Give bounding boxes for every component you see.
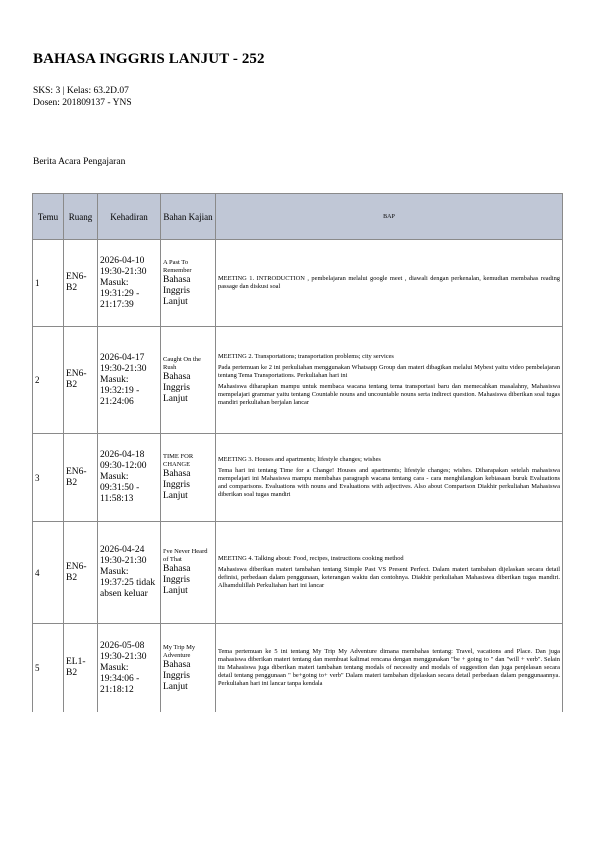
cell-bahan-kajian: [161, 240, 216, 327]
cell-bap: [216, 434, 563, 522]
cell-bahan-kajian: [161, 522, 216, 624]
session-time: 19:30-21:30: [100, 556, 147, 566]
cell-kehadiran: [98, 522, 161, 624]
bap-paragraph: MEETING 2. Transportations; transportation problems; city services: [218, 352, 394, 360]
session-time: 19:30-21:30: [100, 363, 147, 374]
attendance-record: Masuk: 19:31:29 - 21:17:39: [100, 277, 140, 310]
session-time: 19:30-21:30: [100, 266, 147, 277]
cell-ruang: EN6-B2: [64, 522, 98, 624]
cell-ruang: EL1-B2: [64, 624, 98, 713]
table-header-row: [33, 194, 563, 240]
attendance-record: Masuk: 19:34:06 - 21:18:12: [100, 662, 140, 695]
cell-kehadiran: [98, 624, 161, 713]
bap-paragraph: Tema pertemuan ke 5 ini tentang My Trip My Adventure dimana membahas tentang: Travel, vacations and Place. Dan juga mahasiswa diberikan materi tentang dan membuat kalimat rencana dengan menggunakan "be + going to " dan "will + verb". Selain itu Mahasiswa juga diberikan materi tambahan tentang modals of necessity and modals of suggestion dan juga penjelasan secara detail tentang penggunaan " be+going to+ verb" Dalam materi tambahan dijelaskan secara detail perbedaan dalam penggunaannya. Perkuliahan hari ini lancar tanpa kendala: [218, 647, 560, 688]
session-date: 2026-04-24: [100, 545, 145, 555]
topic-course: Bahasa Inggris Lanjut: [163, 274, 191, 307]
bap-paragraph: Mahasiswa diberikan materi tambahan tentang Simple Past VS Present Perfect. Dalam materi tambahan dijelaskan secara detail definisi, perbedaan dalam penggunaan, keterangan waktu dan contohnya. Diakhir perkuliahan Mahasiswa diberikan tugas mandiri. Alhamdulillah Perkuliahan hari ini lancar: [218, 565, 560, 590]
cell-temu: 3: [33, 434, 64, 522]
header-bahan-kajian: Bahan Kajian: [161, 194, 216, 240]
session-date: 2026-04-10: [100, 255, 145, 266]
table-row: [33, 522, 563, 624]
topic-title: My Trip My Adventure: [163, 643, 196, 659]
cell-temu: 1: [33, 240, 64, 327]
cell-kehadiran: [98, 240, 161, 327]
bap-paragraph: Tema hari ini tentang Time for a Change! Houses and apartments; lifestyle changes; wishes. Diharapakan setelah mahasiswa mempelajari ini Mahasiswa mampu membahas paragraph wacana tentang cara - cara menghilangkan kebiasaan buruk Evaluations and comparisons. Evaluations with nouns and Evaluations with adjectives. Also about Comparison Diakhir perkuliahan Mahasiswa diberikan soal tugas mandiri: [218, 466, 560, 499]
cell-bahan-kajian: [161, 624, 216, 713]
bap-paragraph: Mahasiswa diharapkan mampu untuk membaca wacana tentang tema transportasi baru dan memecahkan masalahny, Mahasiswa mempelajari grammar yaitu tentang Countable nouns and uncountable nouns serta indirect question. Mahasiswa diberikan soal tugas mandiri perkuliahan berjalan lancar: [218, 383, 560, 407]
course-info: SKS: 3 | Kelas: 63.2D.07: [33, 86, 129, 96]
bap-paragraph: MEETING 3. Houses and apartments; lifestyle changes; wishes: [218, 455, 381, 463]
topic-course: Bahasa Inggris Lanjut: [163, 659, 191, 692]
topic-title: A Past To Remember: [163, 258, 192, 274]
attendance-record: Masuk: 09:31:50 - 11:58:13: [100, 472, 140, 504]
teaching-log-table: [32, 193, 563, 712]
topic-title: I've Never Heard of That: [163, 548, 208, 563]
lecturer-info: Dosen: 201809137 - YNS: [33, 98, 132, 108]
session-date: 2026-05-08: [100, 640, 145, 651]
table-row: [33, 624, 563, 713]
topic-course: Bahasa Inggris Lanjut: [163, 469, 191, 501]
cell-bap: [216, 522, 563, 624]
session-time: 19:30-21:30: [100, 651, 147, 662]
cell-kehadiran: [98, 327, 161, 434]
cell-kehadiran: [98, 434, 161, 522]
topic-title: Caught On the Rush: [163, 355, 201, 371]
bap-paragraph: Pada pertemuan ke 2 ini perkuliahan menggunakan Whatsapp Group dan materi dibagikan melalui Mybest yaitu video pembelajaran tentang Tema Transportations. Perkuliahan hari ini: [218, 363, 560, 379]
table-row: [33, 434, 563, 522]
course-title: BAHASA INGGRIS LANJUT - 252: [33, 51, 265, 67]
topic-title: TIME FOR CHANGE: [163, 453, 194, 468]
cell-bap: [216, 327, 563, 434]
header-temu: Temu: [33, 194, 64, 240]
header-bap: BAP: [216, 194, 563, 240]
bap-paragraph: MEETING 1. INTRODUCTION , pembelajaran melalui google meet , diawali dengan perkenalan, kemudian membahas reading passage dan diskusi soal: [218, 274, 560, 290]
session-date: 2026-04-17: [100, 352, 145, 363]
topic-course: Bahasa Inggris Lanjut: [163, 371, 191, 404]
cell-temu: 5: [33, 624, 64, 713]
cell-bap: [216, 240, 563, 327]
cell-bahan-kajian: [161, 434, 216, 522]
cell-ruang: EN6-B2: [64, 434, 98, 522]
table-row: [33, 240, 563, 327]
session-time: 09:30-12:00: [100, 461, 147, 471]
cell-bahan-kajian: [161, 327, 216, 434]
cell-bap: [216, 624, 563, 713]
attendance-record: Masuk: 19:32:19 - 21:24:06: [100, 374, 140, 407]
section-title: Berita Acara Pengajaran: [33, 157, 126, 167]
topic-course: Bahasa Inggris Lanjut: [163, 564, 191, 596]
attendance-record: Masuk: 19:37:25 tidak absen keluar: [100, 567, 156, 599]
cell-ruang: EN6-B2: [64, 327, 98, 434]
cell-ruang: EN6-B2: [64, 240, 98, 327]
cell-temu: 2: [33, 327, 64, 434]
header-ruang: Ruang: [64, 194, 98, 240]
header-kehadiran: Kehadiran: [98, 194, 161, 240]
session-date: 2026-04-18: [100, 450, 145, 460]
cell-temu: 4: [33, 522, 64, 624]
table-row: [33, 327, 563, 434]
bap-paragraph: MEETING 4. Talking about: Food, recipes, instructions cooking method: [218, 554, 404, 562]
